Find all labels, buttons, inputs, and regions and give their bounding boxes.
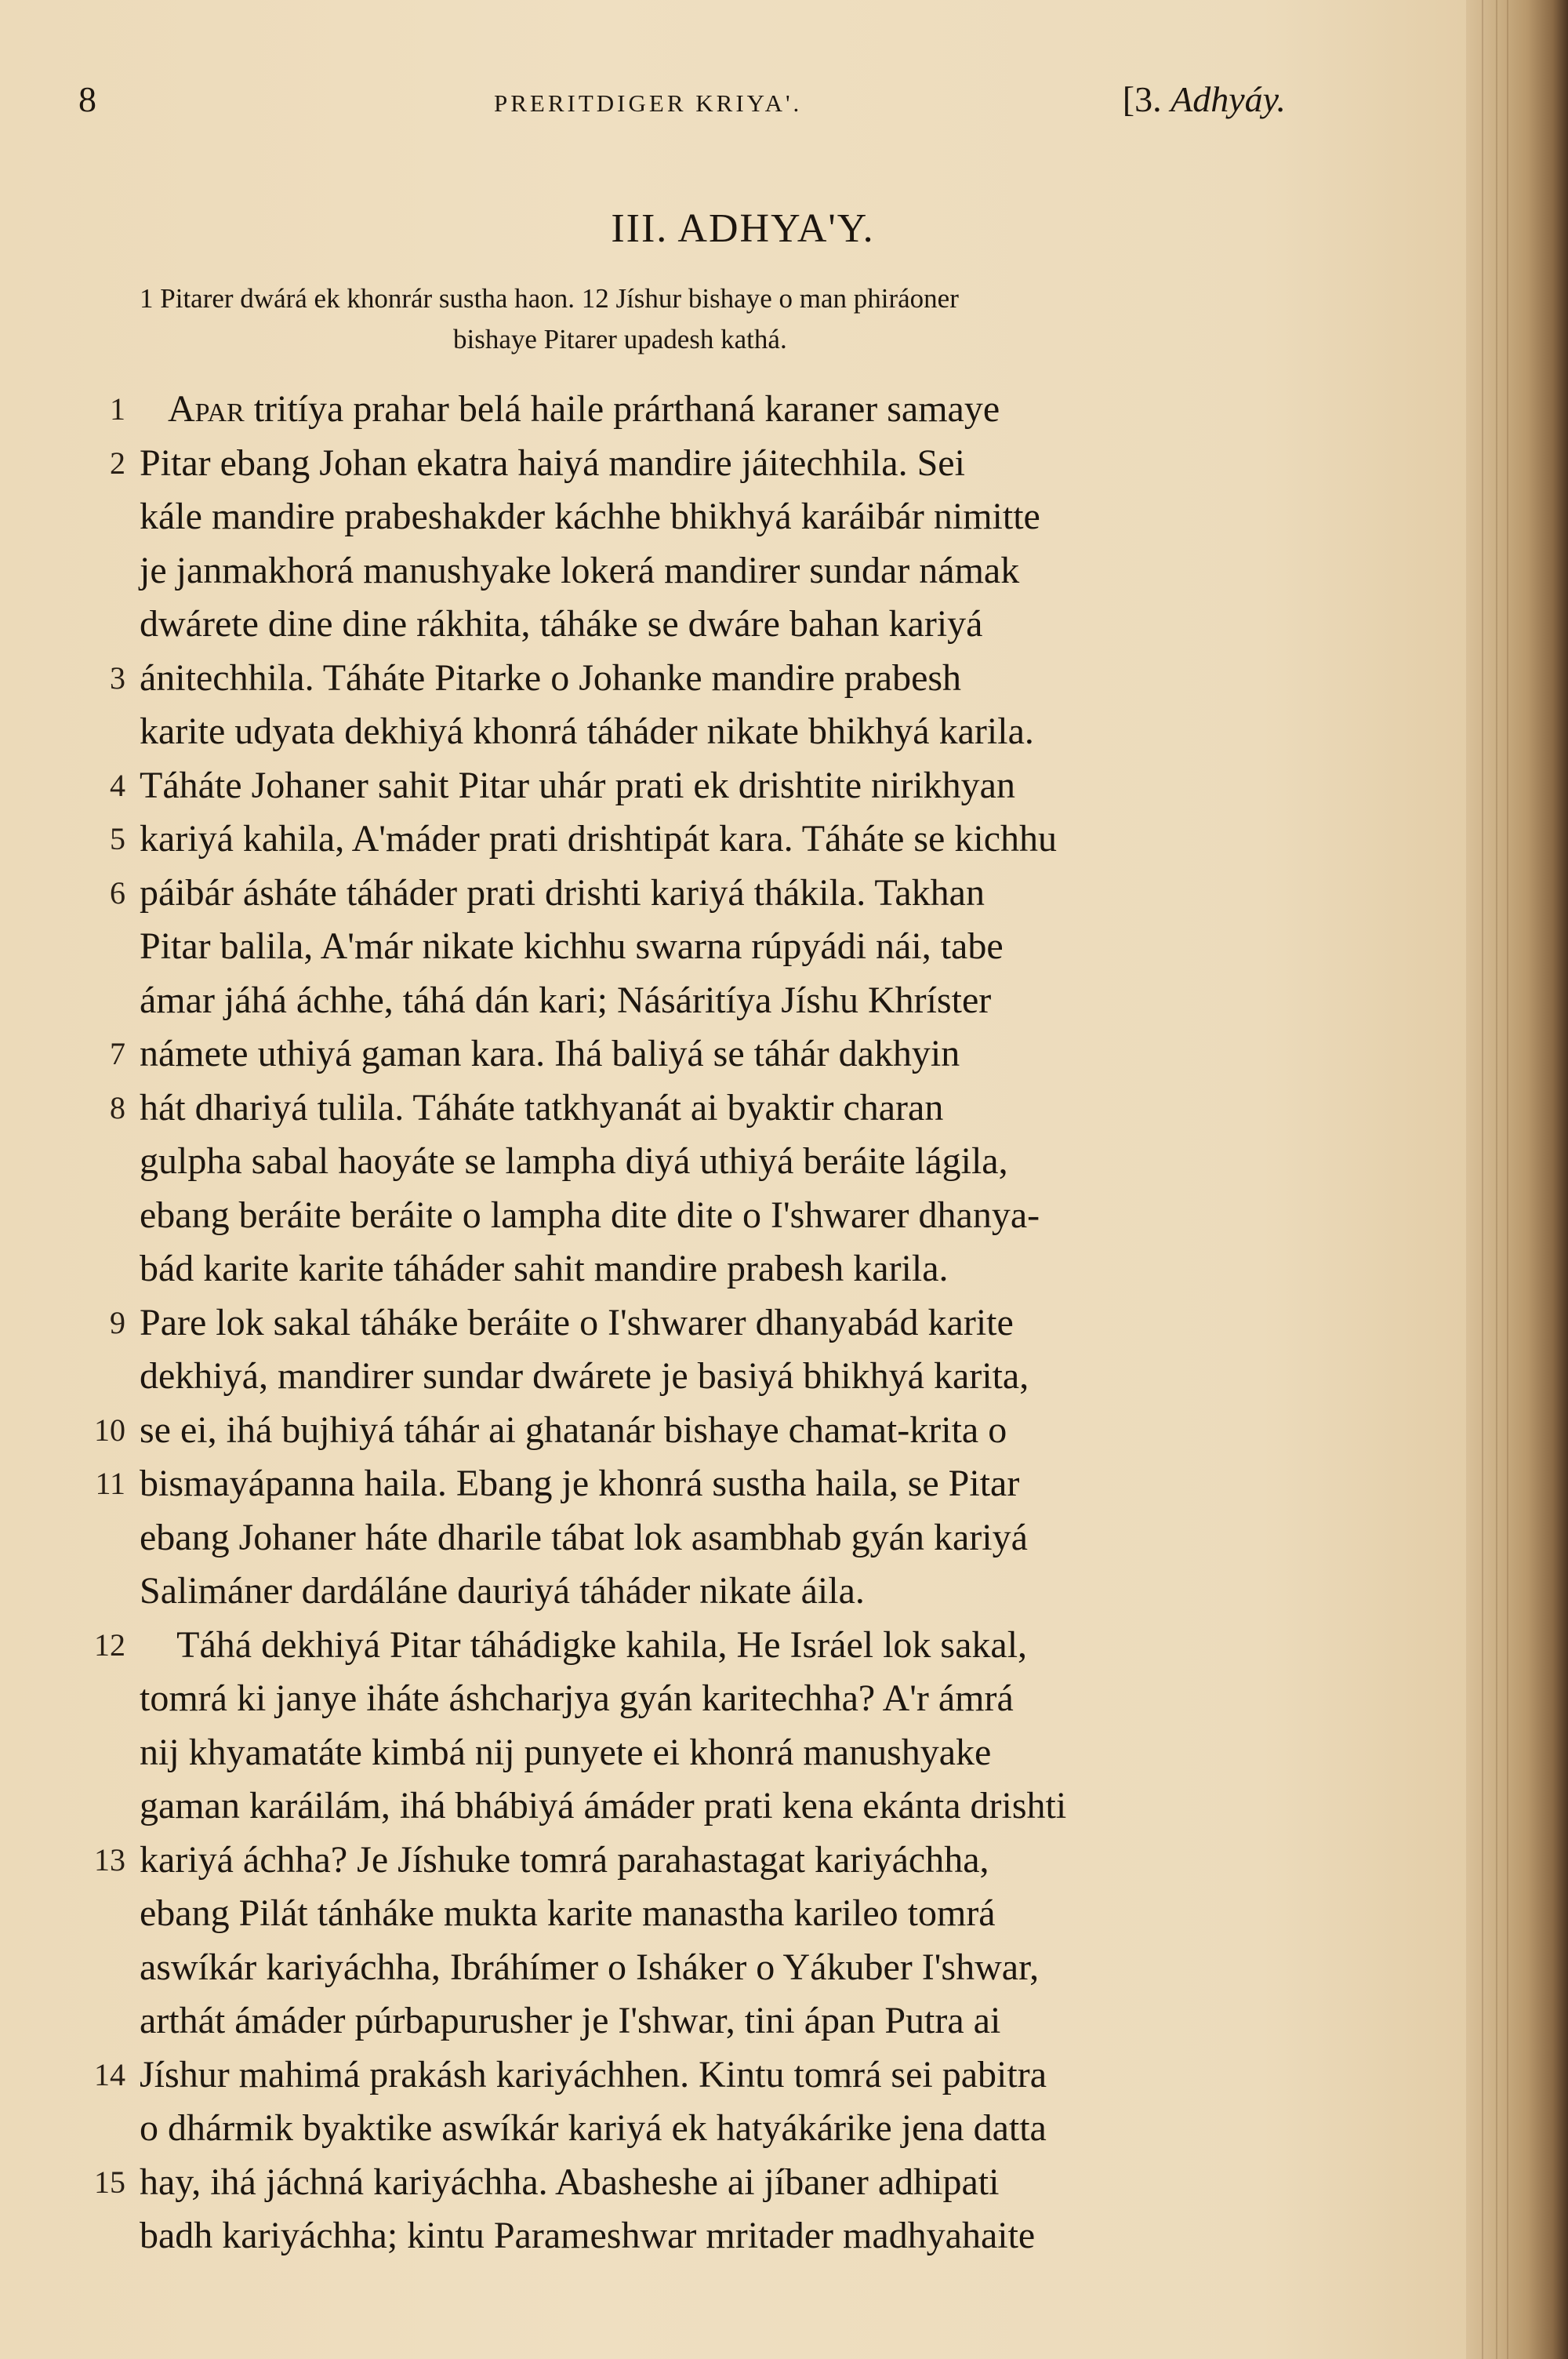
line-text: bismayápanna haila. Ebang je khonrá sustha haila, se Pitar <box>140 1463 1020 1504</box>
text-line <box>78 867 1286 921</box>
text-line <box>78 1081 1286 1136</box>
line-text: Salimáner dardáláne dauriyá táháder nikate áila. <box>140 1570 865 1612</box>
line-text: kariyá kahila, A'máder prati drishtipát kara. Táháte se kichhu <box>140 818 1057 860</box>
line-text: se ei, ihá bujhiyá táhár ai ghatanár bishaye chamat-krita o <box>140 1408 1007 1451</box>
page-edge-line <box>1496 0 1497 2359</box>
line-text-rest: tritíya prahar belá haile prárthaná karaner samaye <box>244 388 1000 430</box>
summary-line: 1 Pitarer dwárá ek khonrár sustha haon. 12 Jíshur bishaye o man phiráoner <box>140 283 959 314</box>
chapter-title: III. ADHYA'Y. <box>611 206 875 251</box>
verse-number: 3 <box>110 660 125 696</box>
line-text: ebang Johaner háte dharile tábat lok asambhab gyán kariyá <box>140 1516 1028 1558</box>
page-edge-line <box>1482 0 1483 2359</box>
text-line <box>78 1189 1286 1243</box>
line-text: gulpha sabal haoyáte se lampha diyá uthiyá beráite lágila, <box>140 1140 1008 1182</box>
chapter-summary <box>140 278 1276 360</box>
line-text: kále mandire prabeshakder káchhe bhikhyá karáibár nimitte <box>140 496 1040 537</box>
line-text: ebang beráite beráite o lampha dite dite o I'shwarer dhanya- <box>140 1194 1040 1236</box>
text-line <box>78 920 1286 974</box>
text-line <box>78 1565 1286 1619</box>
line-text: Táhá dekhiyá Pitar táhádigke kahila, He Isráel lok sakal, <box>140 1623 1028 1666</box>
line-text: Pare lok sakal táháke beráite o I'shwarer dhanyabád karite <box>140 1301 1014 1343</box>
text-line <box>78 705 1286 759</box>
text-line <box>78 759 1286 813</box>
text-line <box>78 2048 1286 2103</box>
line-text: bád karite karite táháder sahit mandire prabesh karila. <box>140 1248 949 1289</box>
text-line <box>78 1350 1286 1404</box>
text-line <box>78 1834 1286 1888</box>
page-edge-shadow <box>1466 0 1568 2359</box>
text-line <box>78 1619 1286 1673</box>
text-line <box>78 598 1286 652</box>
text-line <box>78 1887 1286 1941</box>
verse-number: 8 <box>110 1089 125 1125</box>
verse-number: 9 <box>110 1304 125 1340</box>
line-text: ámar jáhá áchhe, táhá dán kari; Násáritíya Jíshu Khríster <box>140 979 992 1021</box>
chapter-ref-italic: Adhyáy. <box>1171 79 1286 119</box>
line-text: Pitar balila, A'már nikate kichhu swarna rúpyádi nái, tabe <box>140 925 1004 967</box>
running-title: PRERITDIGER KRIYA'. <box>494 89 803 117</box>
line-text: Jíshur mahimá prakásh kariyáchhen. Kintu tomrá sei pabitra <box>140 2053 1047 2095</box>
line-text: hát dhariyá tulila. Táháte tatkhyanát ai byaktir charan <box>140 1086 944 1129</box>
verse-number: 2 <box>110 445 125 481</box>
verse-number: 6 <box>110 874 125 911</box>
line-text: ánitechhila. Táháte Pitarke o Johanke mandire prabesh <box>140 656 962 699</box>
text-line <box>78 1511 1286 1565</box>
text-line <box>78 1726 1286 1780</box>
line-text: aswíkár kariyáchha, Ibráhímer o Isháker o Yákuber I'shwar, <box>140 1946 1040 1988</box>
summary-line: bishaye Pitarer upadesh kathá. <box>453 324 787 354</box>
line-text: o dhármik byaktike aswíkár kariyá ek hatyákárike jena datta <box>140 2107 1047 2149</box>
line-text: dekhiyá, mandirer sundar dwárete je basiyá bhikhyá karita, <box>140 1355 1029 1397</box>
line-text: ebang Pilát tánháke mukta karite manastha karileo tomrá <box>140 1892 996 1934</box>
text-line <box>78 974 1286 1028</box>
verse-number: 10 <box>94 1412 125 1448</box>
line-text: karite udyata dekhiyá khonrá táháder nikate bhikhyá karila. <box>140 711 1034 752</box>
line-text: páibár ásháte táháder prati drishti kariyá thákila. Takhan <box>140 871 985 914</box>
text-line <box>78 812 1286 867</box>
verse-number: 14 <box>94 2056 125 2092</box>
text-line <box>78 1672 1286 1726</box>
page-number: 8 <box>78 79 96 119</box>
text-line <box>78 1941 1286 1995</box>
line-text: nij khyamatáte kimbá nij punyete ei khonrá manushyake <box>140 1731 992 1773</box>
chapter-reference <box>1123 78 1286 120</box>
body-text <box>78 383 1286 2263</box>
text-line <box>78 2156 1286 2210</box>
verse-number: 5 <box>110 821 125 856</box>
text-line <box>78 1242 1286 1296</box>
verse-number: 15 <box>94 2164 125 2200</box>
text-line <box>78 1779 1286 1834</box>
line-text: dwárete dine dine rákhita, táháke se dwáre bahan kariyá <box>140 603 983 645</box>
text-line <box>78 1994 1286 2048</box>
line-text: námete uthiyá gaman kara. Ihá baliyá se táhár dakhyin <box>140 1033 960 1074</box>
line-text: arthát ámáder púrbapurusher je I'shwar, tini ápan Putra ai <box>140 2000 1001 2041</box>
text-line <box>78 2102 1286 2156</box>
line-text <box>140 383 1000 436</box>
line-text: je janmakhorá manushyake lokerá mandirer sundar námak <box>140 549 1020 591</box>
line-text: kariyá áchha? Je Jíshuke tomrá parahastagat kariyáchha, <box>140 1838 989 1881</box>
line-text: tomrá ki janye iháte áshcharjya gyán karitechha? A'r ámrá <box>140 1677 1014 1719</box>
line-text: gaman karáilám, ihá bhábiyá ámáder prati kena ekánta drishti <box>140 1785 1067 1826</box>
text-line <box>78 1027 1286 1081</box>
text-line <box>78 1457 1286 1511</box>
text-line <box>78 1296 1286 1350</box>
line-text: hay, ihá jáchná kariyáchha. Abasheshe ai jíbaner adhipati <box>140 2161 1000 2203</box>
text-line <box>78 1135 1286 1189</box>
text-line <box>78 1404 1286 1458</box>
text-line <box>78 2209 1286 2263</box>
page-edge-line <box>1507 0 1508 2359</box>
text-line <box>78 490 1286 544</box>
verse-number: 7 <box>110 1036 125 1071</box>
line-text: badh kariyáchha; kintu Parameshwar mritader madhyahaite <box>140 2215 1036 2256</box>
text-line <box>78 437 1286 491</box>
verse-number: 12 <box>94 1627 125 1663</box>
text-line <box>78 544 1286 598</box>
verse-number: 11 <box>95 1466 125 1501</box>
first-word: Apar <box>168 388 245 430</box>
line-text: Táháte Johaner sahit Pitar uhár prati ek drishtite nirikhyan <box>140 764 1015 806</box>
text-line <box>78 652 1286 706</box>
verse-number: 1 <box>110 391 125 427</box>
verse-number: 13 <box>94 1841 125 1877</box>
text-line <box>78 383 1286 437</box>
line-text: Pitar ebang Johan ekatra haiyá mandire jáitechhila. Sei <box>140 442 965 484</box>
page-header <box>78 78 1286 133</box>
chapter-ref-prefix: [3. <box>1122 79 1162 119</box>
verse-number: 4 <box>110 767 125 803</box>
